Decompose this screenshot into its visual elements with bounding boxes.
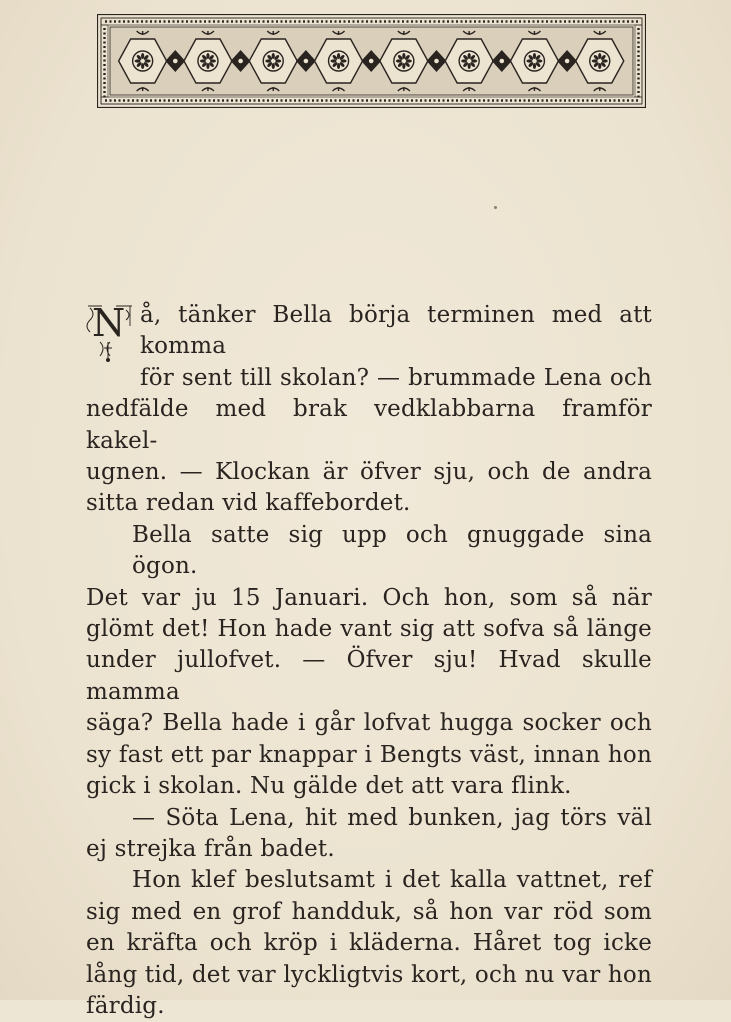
text-line: ugnen. — Klockan är öfver sju, och de andra bbox=[86, 459, 652, 486]
paragraph-3 bbox=[86, 803, 652, 866]
text-line: Det var ju 15 Januari. Och hon, som så när bbox=[86, 584, 652, 611]
text-line: under jullofvet. — Öfver sju! Hvad skulle mamma bbox=[86, 647, 652, 705]
text-line: gick i skolan. Nu gälde det att vara flink. bbox=[86, 773, 572, 800]
text-line: färdig. bbox=[86, 992, 165, 1019]
paragraph-2 bbox=[86, 520, 652, 803]
text-line: — Söta Lena, hit med bunken, jag törs väl bbox=[132, 804, 652, 831]
text-line: ej strejka från badet. bbox=[86, 835, 335, 862]
text-line: för sent till skolan? — brummade Lena och bbox=[140, 364, 652, 391]
text-line: sig med en grof handduk, så hon var röd som bbox=[86, 898, 652, 925]
decorative-header-border bbox=[97, 14, 646, 108]
paper-speck bbox=[494, 206, 497, 209]
text-line: å, tänker Bella börja terminen med att komma bbox=[140, 302, 652, 360]
paragraph-4 bbox=[86, 865, 652, 1022]
text-line: lång tid, det var lyckligtvis kort, och nu var hon bbox=[86, 961, 652, 988]
drop-cap-ornament-icon bbox=[86, 302, 138, 364]
text-line: en kräfta och kröp i kläderna. Håret tog icke bbox=[86, 930, 652, 957]
text-line: sy fast ett par knappar i Bengts väst, innan hon bbox=[86, 741, 652, 768]
text-line: säga? Bella hade i går lofvat hugga socker och bbox=[86, 710, 652, 737]
text-line: nedfälde med brak vedklabbarna framför kakel- bbox=[86, 396, 652, 454]
paragraph-1 bbox=[86, 300, 652, 520]
text-line: Hon klef beslutsamt i det kalla vattnet, ref bbox=[132, 867, 652, 894]
text-line: glömt det! Hon hade vant sig att sofva så länge bbox=[86, 616, 652, 643]
page-text bbox=[86, 300, 652, 1022]
drop-cap-letter: N bbox=[92, 302, 126, 345]
text-line: Bella satte sig upp och gnuggade sina ögon. bbox=[132, 521, 652, 580]
text-line: sitta redan vid kaffebordet. bbox=[86, 490, 411, 517]
